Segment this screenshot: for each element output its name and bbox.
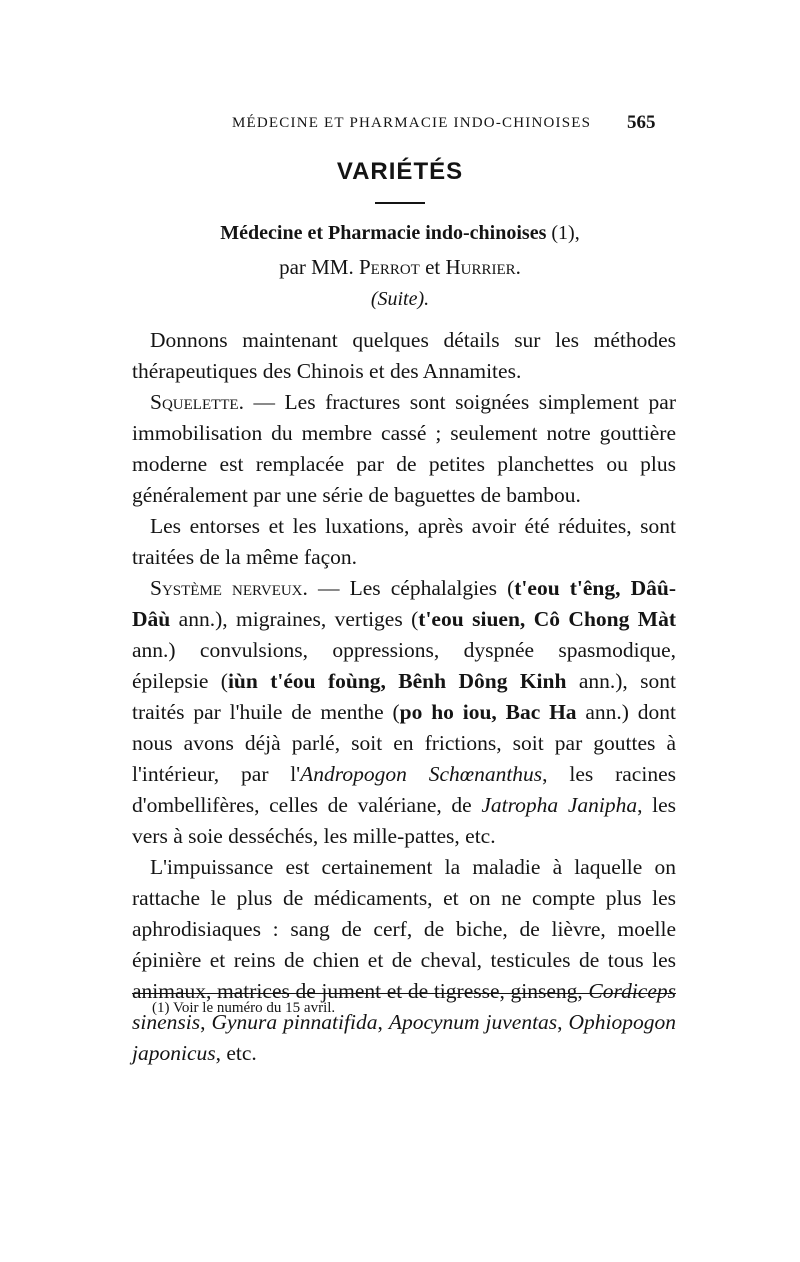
nerveux-text-2: ann.), migraines, vertiges (	[170, 607, 419, 631]
author-perrot: Perrot	[358, 255, 420, 279]
authors-conj: et	[425, 255, 441, 279]
nerveux-bold-1: t'eou t'êng, Dâû-Dâù	[132, 576, 677, 631]
nerveux-italic-2: Jatropha Janipha	[481, 793, 638, 817]
nerveux-text-6: , les racines d'ombellifères, celles de valériane, de	[132, 762, 676, 817]
suite-note: (Suite).	[370, 288, 430, 310]
running-head	[0, 112, 800, 141]
paragraph-intro: Donnons maintenant quelques détails sur les méthodes thérapeutiques des Chinois et des Annamites.	[132, 328, 676, 383]
squelette-label: Squelette.	[150, 390, 244, 414]
article-title: Médecine et Pharmacie indo-chinoises (1),	[220, 222, 580, 244]
article-title-text: Médecine et Pharmacie indo-chinoises	[220, 222, 547, 244]
impuissance-italic-3: Apocynum juventas	[388, 1010, 558, 1034]
nerveux-bold-4: po ho iou, Bac Ha	[399, 700, 577, 724]
running-title: MÉDECINE ET PHARMACIE INDO-CHINOISES	[232, 115, 592, 131]
article-body	[132, 325, 676, 1069]
authors-by: par MM.	[279, 255, 354, 279]
nerveux-text-7: , les vers à soie desséchés, les mille-pattes, etc.	[132, 793, 676, 848]
impuissance-italic-1: Cordiceps sinensis	[132, 979, 676, 1034]
impuissance-italic-4: Ophiopogon japonicus	[132, 1010, 677, 1065]
paragraph-entorses: Les entorses et les luxations, après avoir été réduites, sont traitées de la même façon.	[132, 514, 676, 569]
nerveux-bold-2: t'eou siuen, Cô Chong Màt	[418, 607, 676, 631]
nerveux-text-1: — Les céphalalgies (	[307, 576, 515, 600]
nerveux-text-5: ann.) dont nous avons déjà parlé, soit en frictions, soit par gouttes à l'intérieur, par l'	[132, 700, 676, 786]
impuissance-italic-2: Gynura pinnatifida	[211, 1010, 378, 1034]
nerveux-text-4: ann.), sont traités par l'huile de menthe (	[132, 669, 676, 724]
nerveux-text-3: ann.) convulsions, oppressions, dyspnée spasmodique, épilepsie (	[132, 638, 676, 693]
title-rule	[375, 202, 425, 204]
footnote: (1) Voir le numéro du 15 avril.	[152, 1000, 336, 1016]
impuissance-text-1: L'impuissance est certainement la maladie à laquelle on rattache le plus de médicaments, et on ne compte plus les aphrodisiaques : sang de cerf, de biche, de lièvre, moelle épinière et reins de chien et de cheval, testicules de tous les animaux, matrices de jument et de tigresse, ginseng,	[132, 855, 676, 1003]
nerveux-italic-1: Andropogon Schœnanthus	[300, 762, 543, 786]
footnote-rule	[132, 993, 676, 994]
page-number: 565	[627, 112, 656, 133]
nerveux-bold-3: iùn t'éou foùng, Bênh Dông Kinh	[227, 669, 567, 693]
paragraph-systeme-nerveux	[132, 573, 676, 852]
nerveux-label: Système nerveux.	[150, 576, 308, 600]
author-hurrier: Hurrier	[445, 255, 516, 279]
footnote-ref: (1)	[551, 222, 575, 244]
section-title: VARIÉTÉS	[336, 158, 464, 185]
paragraph-squelette	[132, 387, 676, 511]
impuissance-text-5: , etc.	[215, 1041, 257, 1065]
impuissance-text-3: ,	[377, 1010, 389, 1034]
impuissance-text-2: ,	[200, 1010, 212, 1034]
squelette-text: — Les fractures sont soignées simplement par immobilisation du membre cassé ; seulement notre gouttière moderne est remplacée par de petites planchettes ou plus généralement par une série de baguettes de bambou.	[132, 390, 676, 507]
paragraph-impuissance	[132, 852, 676, 1069]
impuissance-text-4: ,	[557, 1010, 569, 1034]
article-authors: par MM. Perrot et Hurrier.	[279, 255, 521, 279]
